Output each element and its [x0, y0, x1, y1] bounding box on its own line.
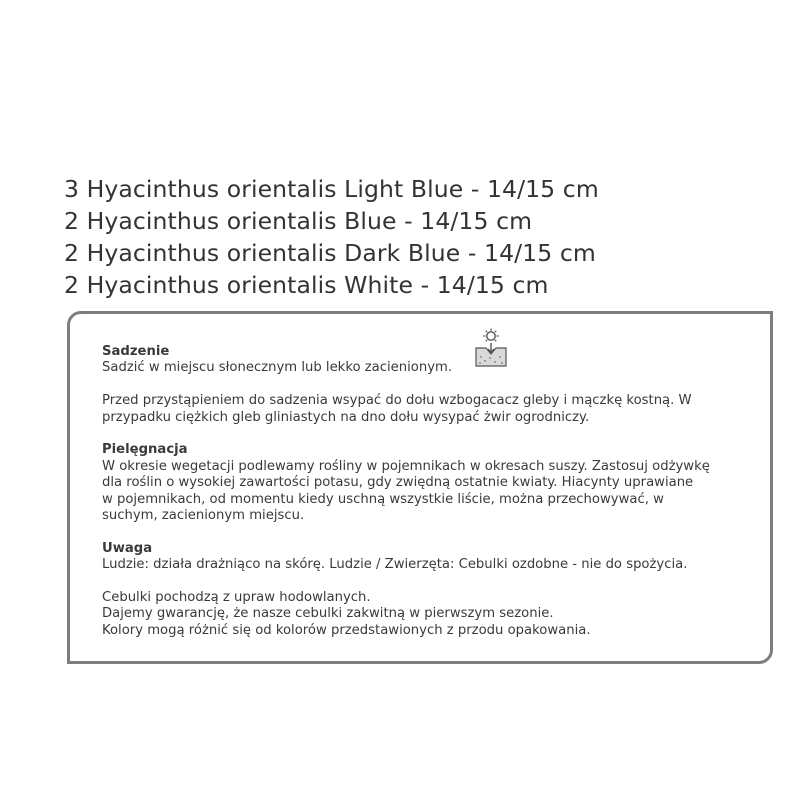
- variety-white: 2 Hyacinthus orientalis White - 14/15 cm: [64, 271, 549, 299]
- planting-text: przypadku ciężkich gleb gliniastych na dno dołu wysypać żwir ogrodniczy.: [102, 409, 590, 425]
- care-text: W okresie wegetacji podlewamy rośliny w pojemnikach w okresach suszy. Zastosuj odżywkę: [102, 458, 710, 474]
- care-text: suchym, zacienionym miejscu.: [102, 508, 305, 524]
- info-content: [102, 344, 752, 639]
- notes-text: Cebulki pochodzą z upraw hodowlanych.: [102, 590, 371, 606]
- variety-light-blue: 3 Hyacinthus orientalis Light Blue - 14/15 cm: [64, 175, 599, 203]
- variety-dark-blue: 2 Hyacinthus orientalis Dark Blue - 14/15 cm: [64, 239, 596, 267]
- care-text: w pojemnikach, od momentu kiedy uschną wszystkie liście, można przechowywać, w: [102, 491, 664, 507]
- planting-text: Przed przystąpieniem do sadzenia wsypać do dołu wzbogacacz gleby i mączkę kostną. W: [102, 393, 692, 409]
- variety-list: [64, 173, 784, 301]
- care-heading: Pielęgnacja: [102, 442, 188, 458]
- notes-text: Kolory mogą różnić się od kolorów przedstawionych z przodu opakowania.: [102, 622, 591, 638]
- warning-text: Ludzie: działa drażniąco na skórę. Ludzie / Zwierzęta: Cebulki ozdobne - nie do spożycia.: [102, 557, 688, 573]
- notes-text: Dajemy gwarancję, że nasze cebulki zakwitną w pierwszym sezonie.: [102, 606, 554, 622]
- planting-heading: Sadzenie: [102, 344, 170, 359]
- care-text: dla roślin o wysokiej zawartości potasu, gdy zwiędną ostatnie kwiaty. Hiacynty uprawiane: [102, 475, 694, 491]
- info-box: [67, 311, 773, 664]
- variety-blue: 2 Hyacinthus orientalis Blue - 14/15 cm: [64, 207, 533, 235]
- warning-heading: Uwaga: [102, 540, 153, 556]
- planting-text: Sadzić w miejscu słonecznym lub lekko zacienionym.: [102, 360, 453, 376]
